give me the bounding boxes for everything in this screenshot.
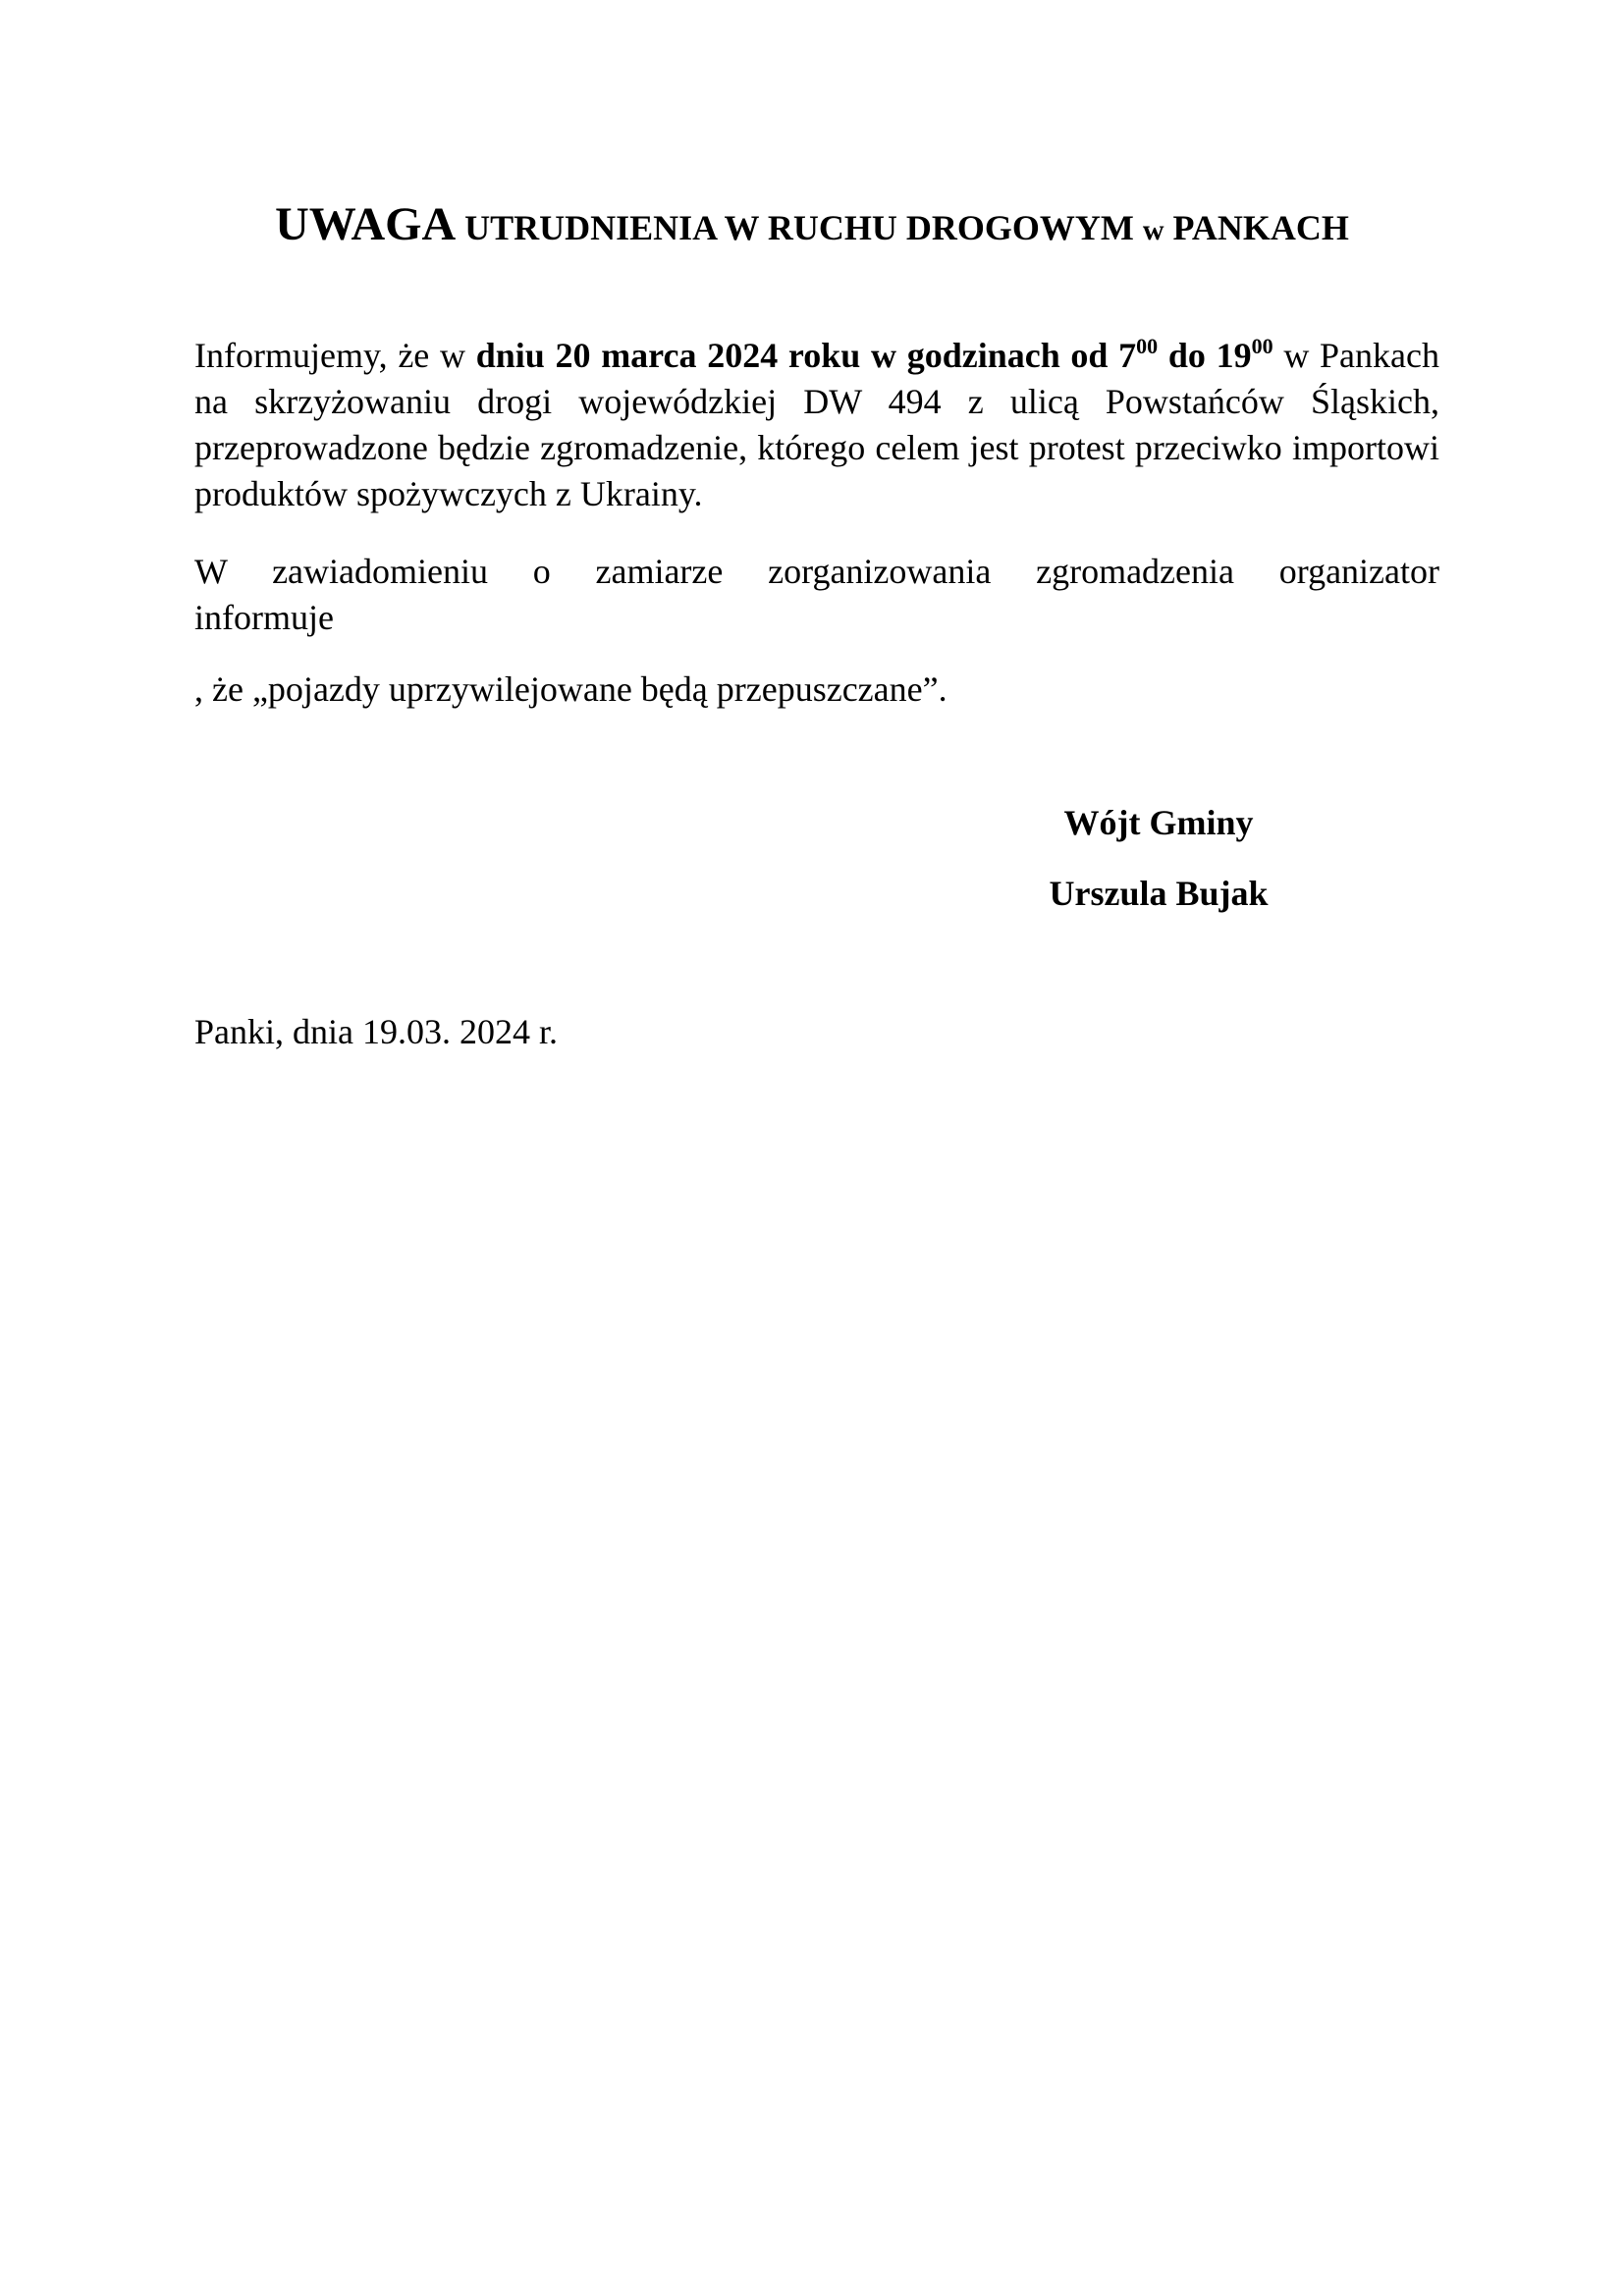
place-and-date: Panki, dnia 19.03. 2024 r. [194,1012,558,1051]
organizer-notice-line-2: informuje [194,598,334,637]
date-time-bold [476,336,1273,375]
organizer-notice-line-1: W zawiadomieniu o zamiarze zorganizowania zgromadzenia organizator [194,552,1439,591]
title-part-place: PANKACH [1164,208,1349,247]
announcement-paragraph [194,333,1439,517]
title-part-main: UTRUDNIENIA W RUCHU DROGOWYM [456,208,1143,247]
time-to-text: do 19 [1158,336,1252,375]
paragraph-rest: w Pankach na skrzyżowaniu drogi wojewódzkiej DW 494 z ulicą Powstańców Śląskich, przeprowadzone będzie zgromadzenie, którego celem jest protest przeciwko importowi produktów spożywczych z Ukrainy. [194,336,1439,513]
privileged-vehicles-paragraph: , że „pojazdy uprzywilejowane będą przepuszczane”. [194,669,947,709]
title-part-w: w [1142,214,1164,246]
organizer-notice-paragraph [194,549,1439,641]
signature-name: Urszula Bujak [1049,874,1269,913]
signature-title: Wójt Gminy [1063,803,1254,842]
document-title [0,196,1624,253]
time-from-superscript: 00 [1136,334,1159,358]
time-to-superscript: 00 [1251,334,1273,358]
paragraph-intro: Informujemy, że w [194,336,476,375]
title-part-uwaga: UWAGA [275,198,457,250]
date-text: dniu 20 marca 2024 roku w godzinach od 7 [475,336,1137,375]
